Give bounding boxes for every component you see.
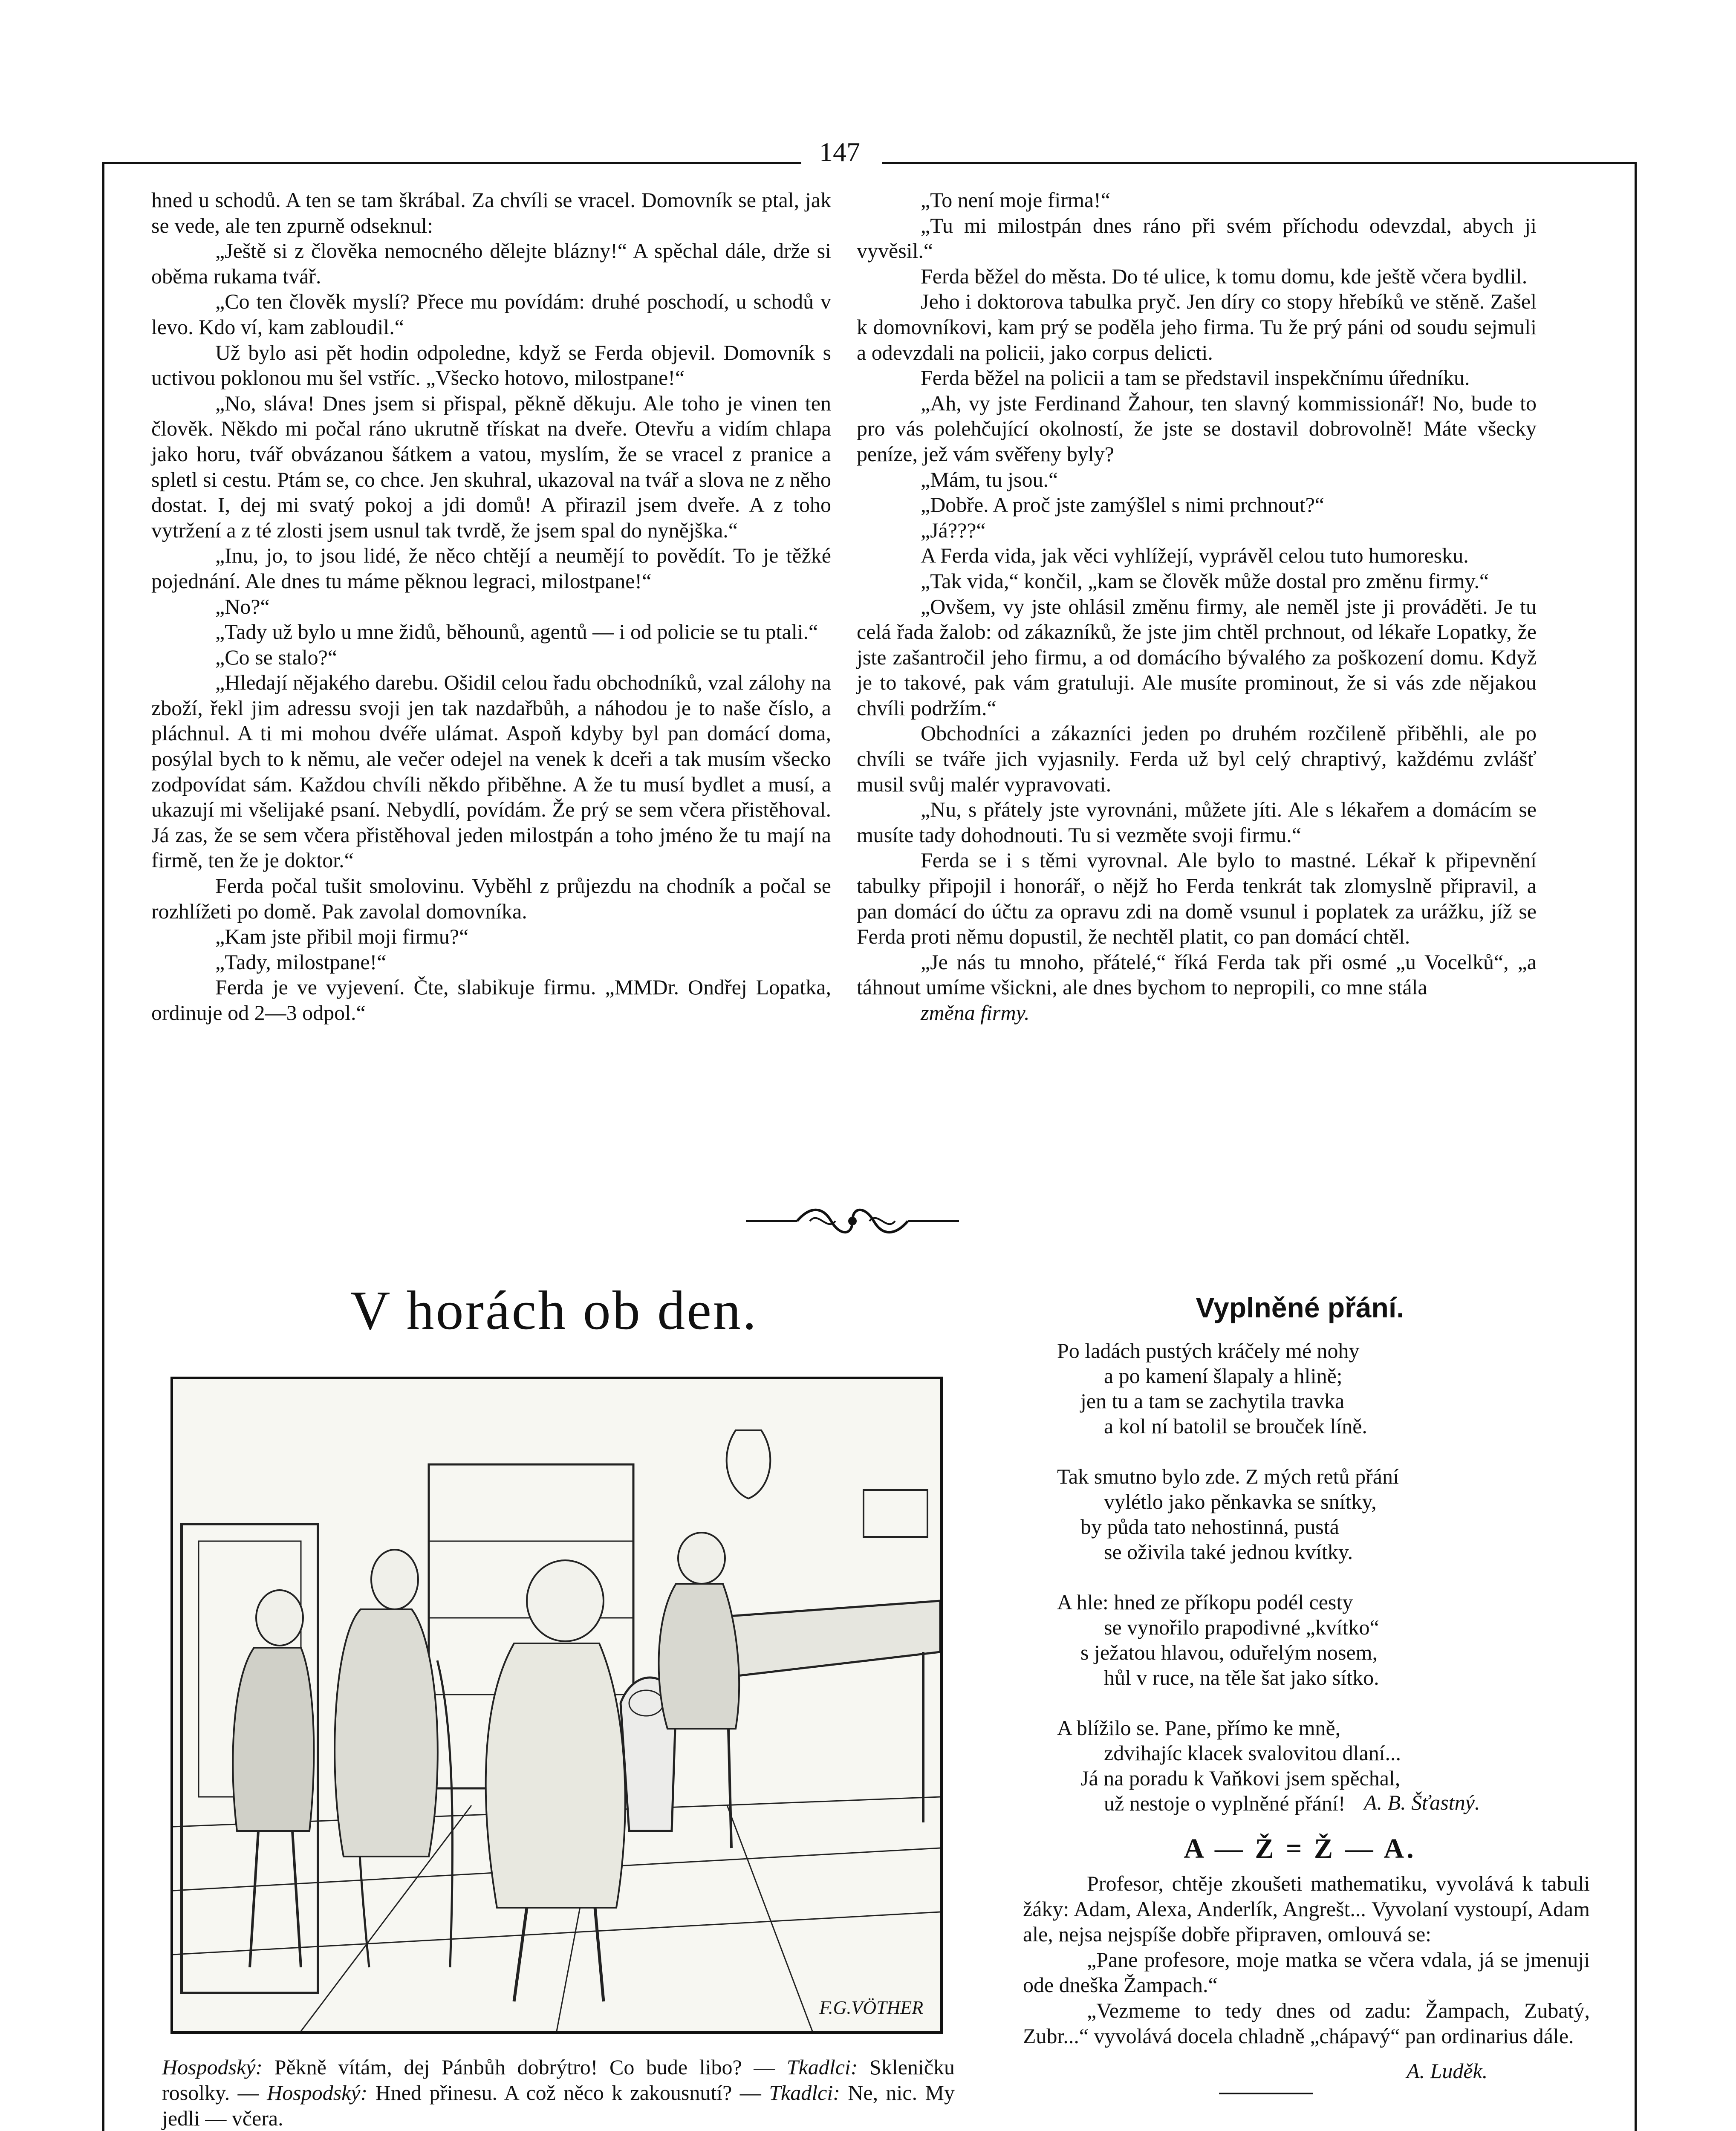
poem-author: A. B. Šťastný.	[1364, 1790, 1480, 1814]
poem-line: Já na poradu k Vaňkovi jsem spěchal,	[1080, 1766, 1401, 1790]
paragraph: „Co se stalo?“	[215, 645, 338, 669]
paragraph: „Tak vida,“ končil, „kam se člověk může dostal pro změnu firmy.“	[921, 569, 1489, 593]
poem-line: už nestoje o vyplněné přání!	[1104, 1791, 1346, 1815]
poem-stanza	[1057, 1715, 1590, 1816]
ornament-divider	[746, 1198, 959, 1245]
caption-speaker: Hospodský:	[267, 2081, 368, 2105]
paragraph: „Mám, tu jsou.“	[921, 467, 1058, 491]
anecdote-title: A — Ž = Ž — A.	[1184, 1833, 1416, 1864]
illustration-title: V horách ob den.	[350, 1280, 758, 1341]
paragraph: Ferda je ve vyjevení. Čte, slabikuje firmu. „MMDr. Ondřej Lopatka, ordinuje od 2—3 odpol.“	[151, 975, 831, 1025]
tavern-illustration	[170, 1377, 943, 2034]
poem-stanza	[1057, 1338, 1590, 1439]
right-text-column	[857, 188, 1537, 1026]
paragraph: „Tady už bylo u mne židů, běhounů, agentů — i od policie se tu ptali.“	[215, 620, 818, 644]
paragraph: „Nu, s přátely jste vyrovnáni, můžete jíti. Ale s lékařem a domácím se musíte tady dohodnouti. Tu si vezměte svoji firmu.“	[857, 797, 1537, 847]
paragraph: „No, sláva! Dnes jsem si přispal, pěkně děkuju. Ale toho je vinen ten člověk. Někdo mi počal ráno ukrutně třískat na dveře. Otevřu a vidím chlapa jako horu, tvář obvázanou šátkem a vatou, myslím, že se vracel z pranice a spletl si cestu. Ptám se, co chce. Jen skuhral, ukazoval na tvář a slova ne z něho dostat. I, dej mi svatý pokoj a jdi domů! A přirazil jsem dveře. A z toho vytržení a z té zlosti jsem usnul tak tvrdě, že jsem spal do nynějška.“	[151, 391, 831, 542]
page-number: 147	[819, 137, 860, 167]
poem-line: by půda tato nehostinná, pustá	[1080, 1515, 1339, 1539]
artist-signature: F.G.VÖTHER	[819, 1997, 923, 2018]
paragraph: „Tady, milostpane!“	[215, 950, 387, 974]
poem-body	[1057, 1338, 1590, 1841]
paragraph: „Pane profesore, moje matka se včera vdala, já se jmenuji ode dneška Žampach.“	[1023, 1947, 1590, 1997]
caption-speech: Hned přinesu. A což něco k zakousnutí? —	[367, 2081, 769, 2105]
poem-line: se oživila také jednou kvítky.	[1104, 1540, 1353, 1564]
poem-line: jen tu a tam se zachytila travka	[1080, 1389, 1345, 1413]
poem-stanza	[1057, 1464, 1590, 1565]
anecdote-author: A. Luděk.	[1407, 2059, 1488, 2083]
paragraph: „Tu mi milostpán dnes ráno při svém příchodu odevzdal, abych ji vyvěsil.“	[857, 213, 1537, 263]
paragraph: Ferda běžel do města. Do té ulice, k tomu domu, kde ještě včera bydlil.	[921, 264, 1528, 288]
caption-speaker: Tkadlci:	[786, 2055, 858, 2079]
paragraph: A Ferda vida, jak věci vyhlížejí, vyprávěl celou tuto humoresku.	[921, 543, 1469, 568]
paragraph: „Ještě si z člověka nemocného dělejte blázny!“ A spěchal dále, drže si oběma rukama tvář.	[151, 239, 831, 288]
paragraph: Obchodníci a zákazníci jeden po druhém rozčileně přiběhli, ale po chvíli se tváře jich vyjasnily. Ferda už byl celý chraptivý, každému zvlášť musil svůj malér vypravovati.	[857, 721, 1537, 796]
poem-line: Tak smutno bylo zde. Z mých retů přání	[1057, 1464, 1399, 1488]
paragraph: „Já???“	[921, 518, 986, 542]
paragraph: „Kam jste přibil moji firmu?“	[215, 924, 469, 949]
paragraph: „Inu, jo, to jsou lidé, že něco chtějí a neumějí to povědít. To je těžké pojednání. Ale dnes tu máme pěknou legraci, milostpane!“	[151, 543, 831, 593]
paragraph: „Je nás tu mnoho, přátelé,“ říká Ferda tak při osmé „u Vocelků“, „a táhnout umíme všickni, ale dnes bychom to nepropili, co mne stála	[857, 950, 1537, 999]
paragraph: změna firmy.	[921, 1001, 1030, 1025]
poem-line: vylétlo jako pěnkavka se snítky,	[1104, 1490, 1377, 1513]
poem-line: a kol ní batolil se brouček líně.	[1104, 1414, 1367, 1438]
header-rule-left	[102, 162, 801, 164]
poem-line: A hle: hned ze příkopu podél cesty	[1057, 1590, 1353, 1614]
caption-speech: Skleničku rosolky. —	[162, 2055, 955, 2105]
paragraph: „Co ten člověk myslí? Přece mu povídám: druhé poschodí, u schodů v levo. Kdo ví, kam zabloudil.“	[151, 289, 831, 339]
poem-line: se vynořilo prapodivné „kvítko“	[1104, 1615, 1379, 1639]
poem-stanza	[1057, 1590, 1590, 1690]
paragraph: Ferda počal tušit smolovinu. Vyběhl z průjezdu na chodník a počal se rozhlížeti po domě. Pak zavolal domovníka.	[151, 874, 831, 923]
poem-line: s ježatou hlavou, oduřelým nosem,	[1080, 1640, 1378, 1664]
header-rule-right	[882, 162, 1637, 164]
paragraph: Už bylo asi pět hodin odpoledne, když se Ferda objevil. Domovník s uctivou poklonou mu šel vstříc. „Všecko hotovo, milostpane!“	[151, 340, 831, 390]
paragraph: „Vezmeme to tedy dnes od zadu: Žampach, Zubatý, Zubr...“ vyvolává docela chladně „chápavý“ pan ordinarius dále.	[1023, 1998, 1590, 2048]
paragraph: Profesor, chtěje zkoušeti mathematiku, vyvolává k tabuli žáky: Adam, Alexa, Anderlík, Angrešt... Vyvolaní vystoupí, Adam ale, nejsa nejspíše dobře připraven, omlouvá se:	[1023, 1871, 1590, 1946]
caption-speech: Pěkně vítám, dej Pánbůh dobrýtro! Co bude libo? —	[263, 2055, 787, 2079]
caption-speech: Ne, nic. My jedli — včera.	[162, 2081, 955, 2130]
paragraph: „Ah, vy jste Ferdinand Žahour, ten slavný kommissionář! No, bude to pro vás polehčující okolností, že jste se dostavil dobrovolně! Máte všecky peníze, jež vám svěřeny byly?	[857, 391, 1537, 466]
poem-line: hůl v ruce, na těle šat jako sítko.	[1104, 1666, 1379, 1689]
poem-line: A blížilo se. Pane, přímo ke mně,	[1057, 1716, 1341, 1740]
paragraph: Jeho i doktorova tabulka pryč. Jen díry co stopy hřebíků ve stěně. Zašel k domovníkovi, kam prý se poděla jeho firma. Tu že prý páni od soudu sejmuli a odevzdali na policii, jako corpus delicti.	[857, 289, 1537, 364]
paragraph: Ferda se i s těmi vyrovnal. Ale bylo to mastné. Lékař k připevnění tabulky připojil i honorář, o nějž ho Ferda tenkrát tak zlomyslně připravil, a pan domácí do účtu za opravu zdi na domě vsunul i poplatek za urážku, jíž se Ferda proti němu dopustil, že nechtěl platit, co pan domácí chtěl.	[857, 848, 1537, 949]
anecdote-body	[1023, 1871, 1590, 2049]
paragraph: hned u schodů. A ten se tam škrábal. Za chvíli se vracel. Domovník se ptal, jak se vede, ale ten zpurně odseknul:	[151, 188, 831, 237]
poem-line: zdvihajíc klacek svalovitou dlaní...	[1104, 1741, 1401, 1765]
paragraph: „No?“	[215, 594, 270, 618]
paragraph: „Ovšem, vy jste ohlásil změnu firmy, ale neměl jste ji prováděti. Je tu celá řada žalob: od zákazníků, že jste jim chtěl prchnout, od lékaře Lopatky, že jste zašantročil jeho firmu, a od domácího bývalého za poškození domu. Když je to takové, pak vám gratuluji. Ale musíte prominout, že si vás zde nějakou chvíli podržím.“	[857, 594, 1537, 720]
paragraph: „To není moje firma!“	[921, 188, 1110, 212]
left-text-column	[151, 188, 831, 1026]
end-rule	[1219, 2093, 1313, 2094]
paragraph: Ferda běžel na policii a tam se představil inspekčnímu úředníku.	[921, 366, 1470, 390]
poem-line: Po ladách pustých kráčely mé nohy	[1057, 1339, 1360, 1363]
paragraph: „Dobře. A proč jste zamýšlel s nimi prchnout?“	[921, 493, 1324, 517]
poem-title: Vyplněné přání.	[1196, 1292, 1404, 1323]
caption-speaker: Tkadlci:	[769, 2081, 840, 2105]
tavern-scene-drawing	[173, 1379, 940, 2031]
poem-line: a po kamení šlapaly a hlině;	[1104, 1364, 1343, 1388]
illustration-caption	[162, 2054, 955, 2131]
caption-speaker: Hospodský:	[162, 2055, 263, 2079]
paragraph: „Hledají nějakého darebu. Ošidil celou řadu obchodníků, vzal zálohy na zboží, řekl jim adressu svoji jen tak nazdařbůh, a náhodou je to naše číslo, a pláchnul. A ti mi mohou dvéře ulámat. Aspoň kdyby byl pan domácí doma, posýlal bych to k němu, ale večer odejel na venek k dceři a tak musím všecko zodpovídat sám. Každou chvíli někdo přiběhne. A že tu musí bydlet a musí, a ukazují mi všelijaké psaní. Nebydlí, povídám. Že prý se sem včera přistěhoval. Já zas, že se sem včera přistěhoval jeden milostpán a toho jméno že tu mají na firmě, ten že je doktor.“	[151, 670, 831, 872]
